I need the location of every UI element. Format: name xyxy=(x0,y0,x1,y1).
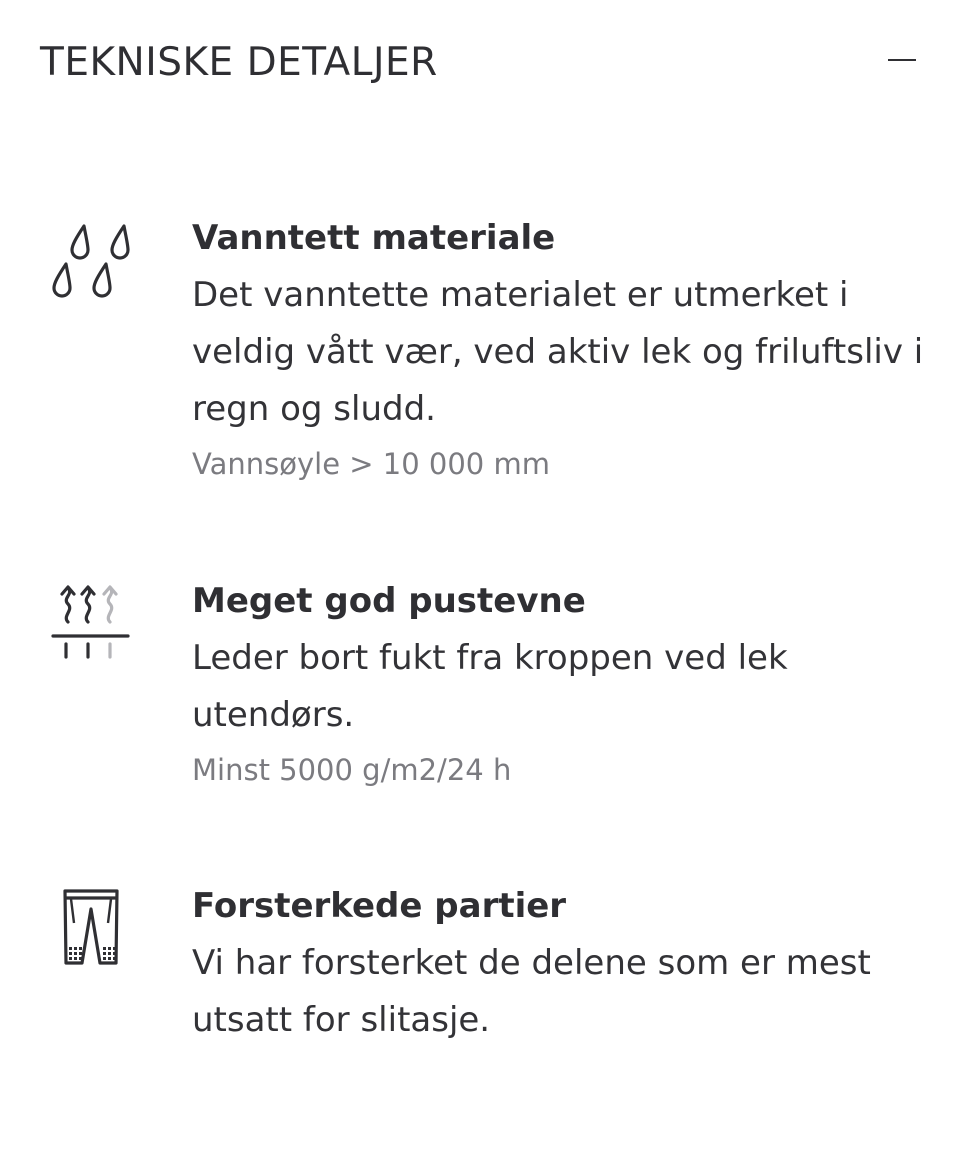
section-header[interactable] xyxy=(0,0,960,130)
water-drops-icon xyxy=(48,217,134,303)
feature-spec: Minst 5000 g/m2/24 h xyxy=(192,753,512,787)
collapse-toggle-button[interactable] xyxy=(876,40,928,82)
feature-spec: Vannsøyle > 10 000 mm xyxy=(192,447,550,481)
section-title: TEKNISKE DETALJER xyxy=(40,40,438,85)
breathable-fabric-icon xyxy=(48,578,134,664)
reinforced-pants-icon xyxy=(48,883,134,969)
feature-title: Vanntett materiale xyxy=(192,218,556,258)
feature-description: Det vanntette materialet er utmerket i veldig vått vær, ved aktiv lek og friluftsliv i regn og sludd. xyxy=(192,275,924,429)
feature-title: Meget god pustevne xyxy=(192,581,586,621)
feature-description: Leder bort fukt fra kroppen ved lek utendørs. xyxy=(192,638,788,735)
feature-description: Vi har forsterket de delene som er mest utsatt for slitasje. xyxy=(192,943,871,1040)
minus-icon xyxy=(888,59,916,61)
feature-title: Forsterkede partier xyxy=(192,886,567,926)
